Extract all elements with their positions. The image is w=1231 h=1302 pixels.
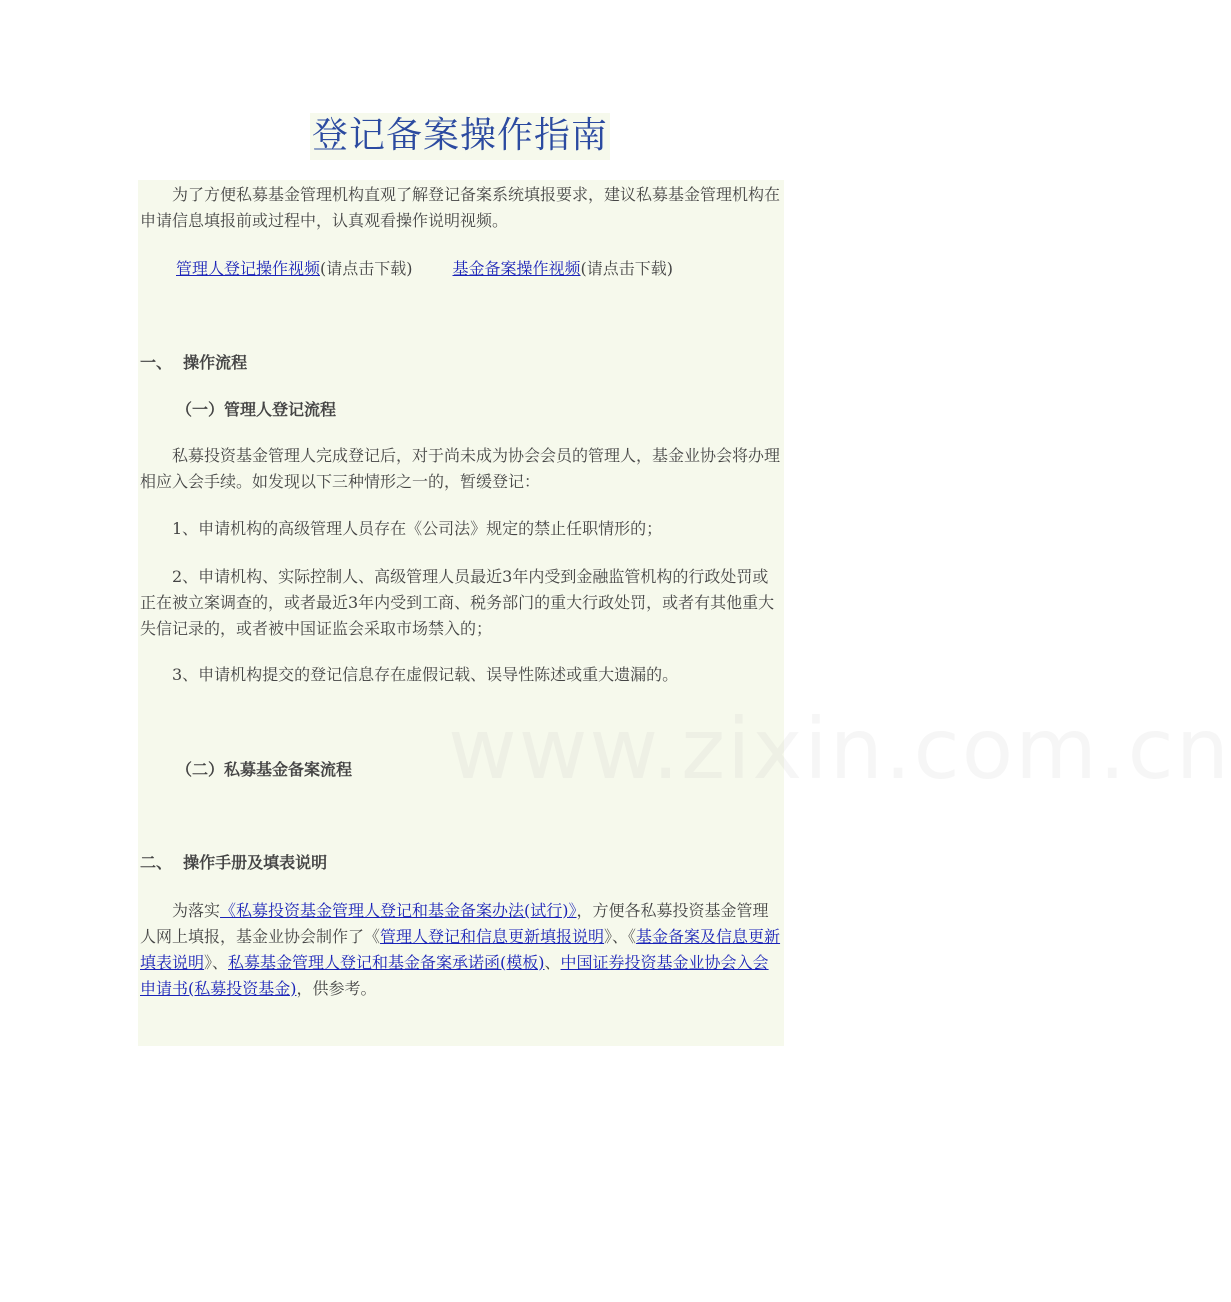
fund-video-link[interactable]: 基金备案操作视频 <box>452 259 581 278</box>
section2-text-end: ，供参考。 <box>296 979 377 998</box>
list-item: 2、申请机构、实际控制人、高级管理人员最近3年内受到金融监管机构的行政处罚或正在被立案调查的，或者最近3年内受到工商、税务部门的重大行政处罚，或者有其他重大失信记录的，或者被中国证监会采取市场禁入的； <box>140 567 775 638</box>
sub1-heading: （一）管理人登记流程 <box>176 400 337 419</box>
sub1-paragraph: 私募投资基金管理人完成登记后，对于尚未成为协会会员的管理人，基金业协会将办理相应入会手续。如发现以下三种情形之一的，暂缓登记： <box>140 446 781 491</box>
section2-heading: 二、 操作手册及填表说明 <box>140 853 328 872</box>
watermark: www.zixin.com.cn <box>448 700 1231 798</box>
section2-text-d: 、 <box>544 953 561 972</box>
fund-filing-guide-link[interactable]: 基金备案及信息更新填表说明 <box>140 927 781 972</box>
section2-paragraph <box>140 898 782 1002</box>
manager-registration-guide-link[interactable]: 管理人登记和信息更新填报说明 <box>380 927 605 946</box>
section2-text-c: 》、 <box>204 953 229 972</box>
intro-paragraph: 为了方便私募基金管理机构直观了解登记备案系统填报要求，建议私募基金管理机构在申请信息填报前或过程中，认真观看操作说明视频。 <box>140 185 781 230</box>
page-title-text: 登记备案操作指南 <box>310 113 610 160</box>
membership-application-link[interactable]: 中国证券投资基金业协会入会申请书(私募投资基金) <box>140 953 769 998</box>
sub2-heading: （二）私募基金备案流程 <box>176 760 353 779</box>
section1-heading: 一、 操作流程 <box>140 353 248 372</box>
measures-link[interactable]: 《私募投资基金管理人登记和基金备案办法(试行)》 <box>220 901 577 920</box>
section2-text-a: ，方便各私募投资基金管理人网上填报，基金业协会制作了《 <box>140 901 769 946</box>
manager-video-hint: (请点击下载) <box>320 259 413 278</box>
video-links <box>176 256 673 282</box>
page-title <box>0 110 920 162</box>
list-item: 1、申请机构的高级管理人员存在《公司法》规定的禁止任职情形的； <box>172 519 663 538</box>
list-item: 3、申请机构提交的登记信息存在虚假记载、误导性陈述或重大遗漏的。 <box>172 665 679 684</box>
manager-video-link[interactable]: 管理人登记操作视频 <box>176 259 321 278</box>
commitment-letter-link[interactable]: 私募基金管理人登记和基金备案承诺函(模板) <box>228 953 545 972</box>
section2-text-b: 》、《 <box>604 927 637 946</box>
section2-text-start: 为落实 <box>172 901 221 920</box>
fund-video-hint: (请点击下载) <box>580 259 674 278</box>
